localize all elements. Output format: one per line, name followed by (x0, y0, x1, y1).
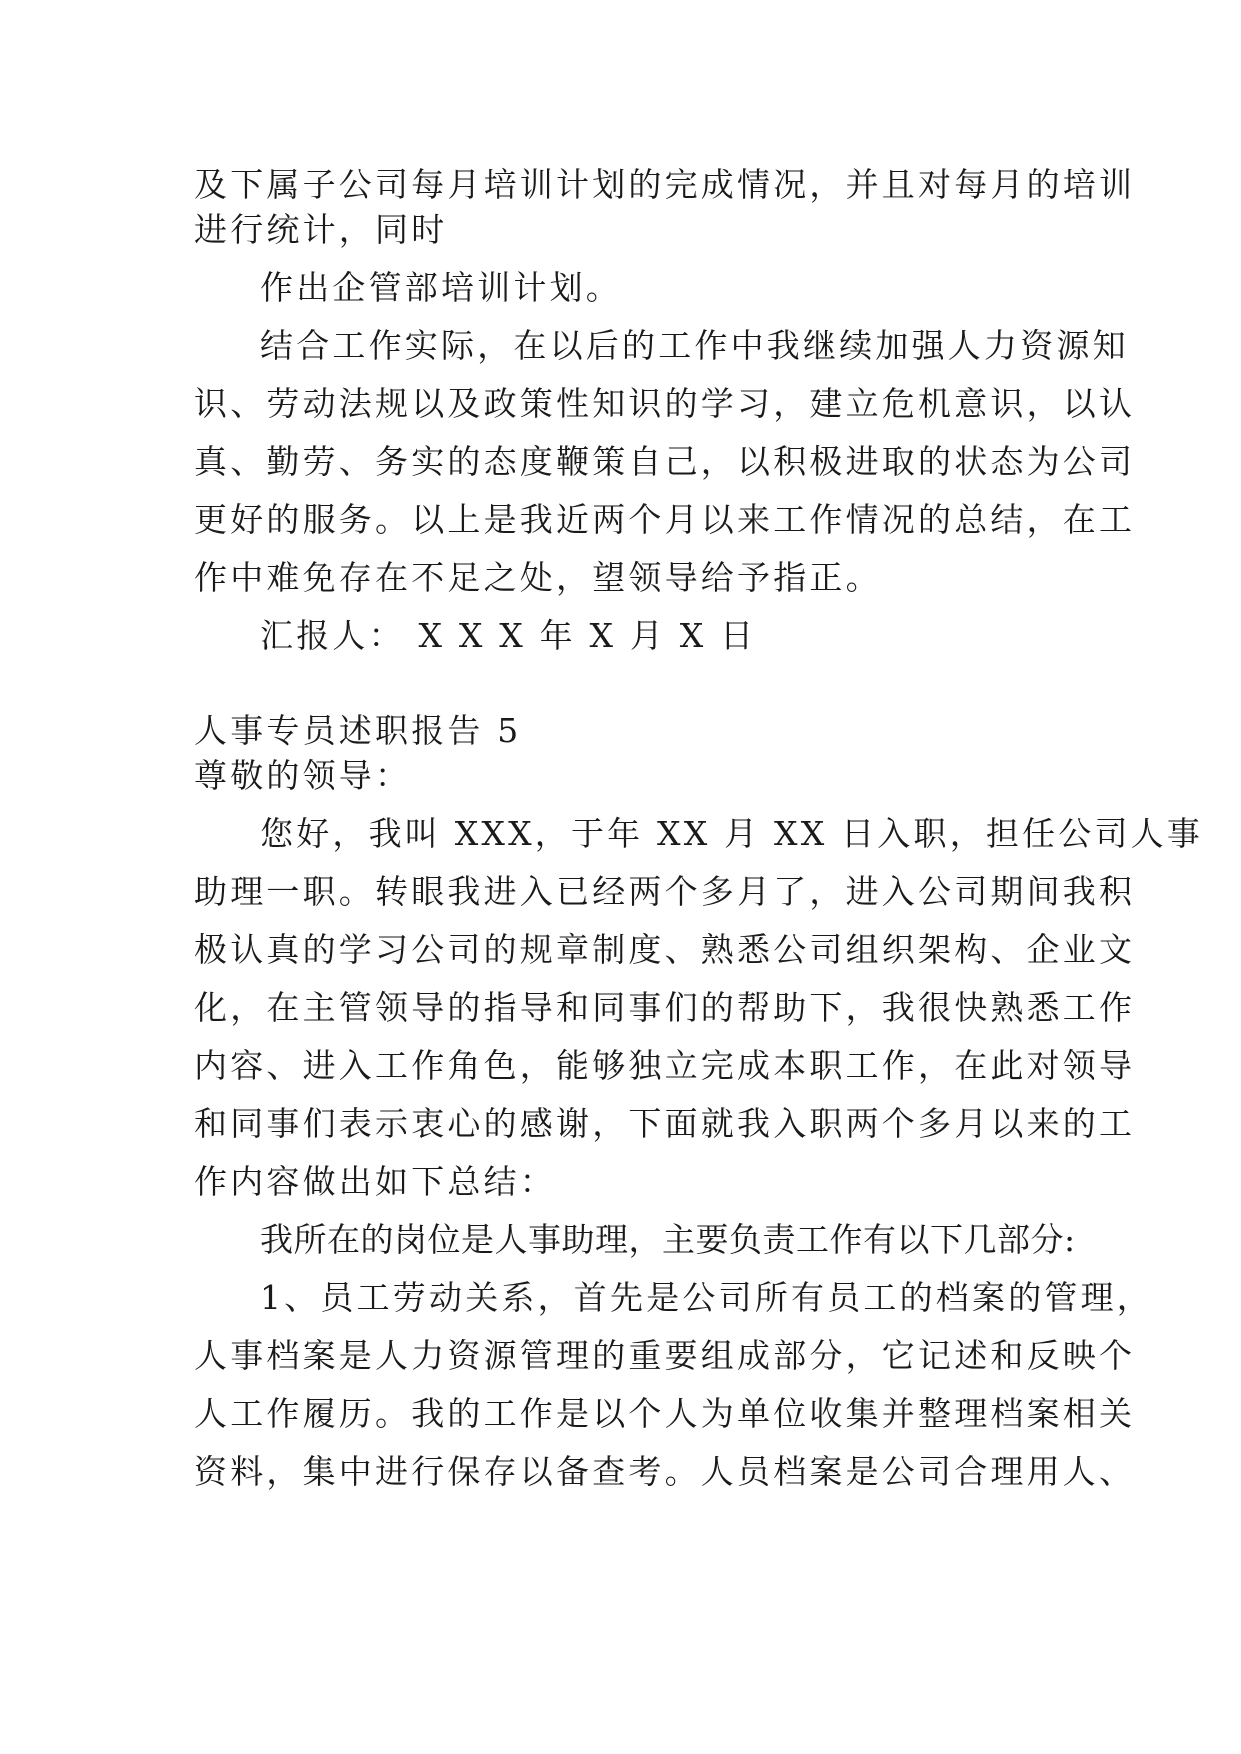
body-text-line: 和同事们表示衷心的感谢，下面就我入职两个多月以来的工 (194, 1104, 1136, 1143)
paragraph-start-line: 我所在的岗位是人事助理，主要负责工作有以下几部分: (260, 1220, 1076, 1259)
section-heading: 人事专员述职报告 5 (194, 711, 522, 750)
body-text-line: 作内容做出如下总结： (194, 1162, 556, 1201)
body-text-line: 化，在主管领导的指导和同事们的帮助下，我很快熟悉工作 (194, 988, 1136, 1027)
body-text-line: 作中难免存在不足之处，望领导给予指正。 (194, 558, 882, 597)
body-text-line: 资料，集中进行保存以备查考。人员档案是公司合理用人、 (194, 1452, 1136, 1491)
body-text-line: 进行统计，同时 (194, 210, 448, 249)
body-text-line: 更好的服务。以上是我近两个月以来工作情况的总结，在工 (194, 500, 1136, 539)
signature-line: 汇报人： X X X 年 X 月 X 日 (260, 616, 757, 655)
list-item-line: 1、员工劳动关系，首先是公司所有员工的档案的管理， (260, 1278, 1153, 1317)
paragraph-start-line: 结合工作实际，在以后的工作中我继续加强人力资源知 (260, 326, 1129, 365)
body-text-line: 人事档案是人力资源管理的重要组成部分，它记述和反映个 (194, 1336, 1136, 1375)
body-text-line: 作出企管部培训计划。 (260, 268, 622, 307)
body-text-line: 人工作履历。我的工作是以个人为单位收集并整理档案相关 (194, 1394, 1136, 1433)
body-text-line: 真、勤劳、务实的态度鞭策自己，以积极进取的状态为公司 (194, 442, 1136, 481)
document-page (194, 162, 1204, 1494)
paragraph-start-line: 您好，我叫 XXX，于年 XX 月 XX 日入职，担任公司人事 (260, 814, 1204, 853)
body-text-line: 识、劳动法规以及政策性知识的学习，建立危机意识，以认 (194, 384, 1136, 423)
body-text-line: 及下属子公司每月培训计划的完成情况，并且对每月的培训 (194, 165, 1136, 204)
body-text-line: 极认真的学习公司的规章制度、熟悉公司组织架构、企业文 (194, 930, 1136, 969)
body-text-line: 内容、进入工作角色，能够独立完成本职工作，在此对领导 (194, 1046, 1136, 1085)
salutation: 尊敬的领导： (194, 756, 412, 795)
body-text-line: 助理一职。转眼我进入已经两个多月了，进入公司期间我积 (194, 872, 1136, 911)
